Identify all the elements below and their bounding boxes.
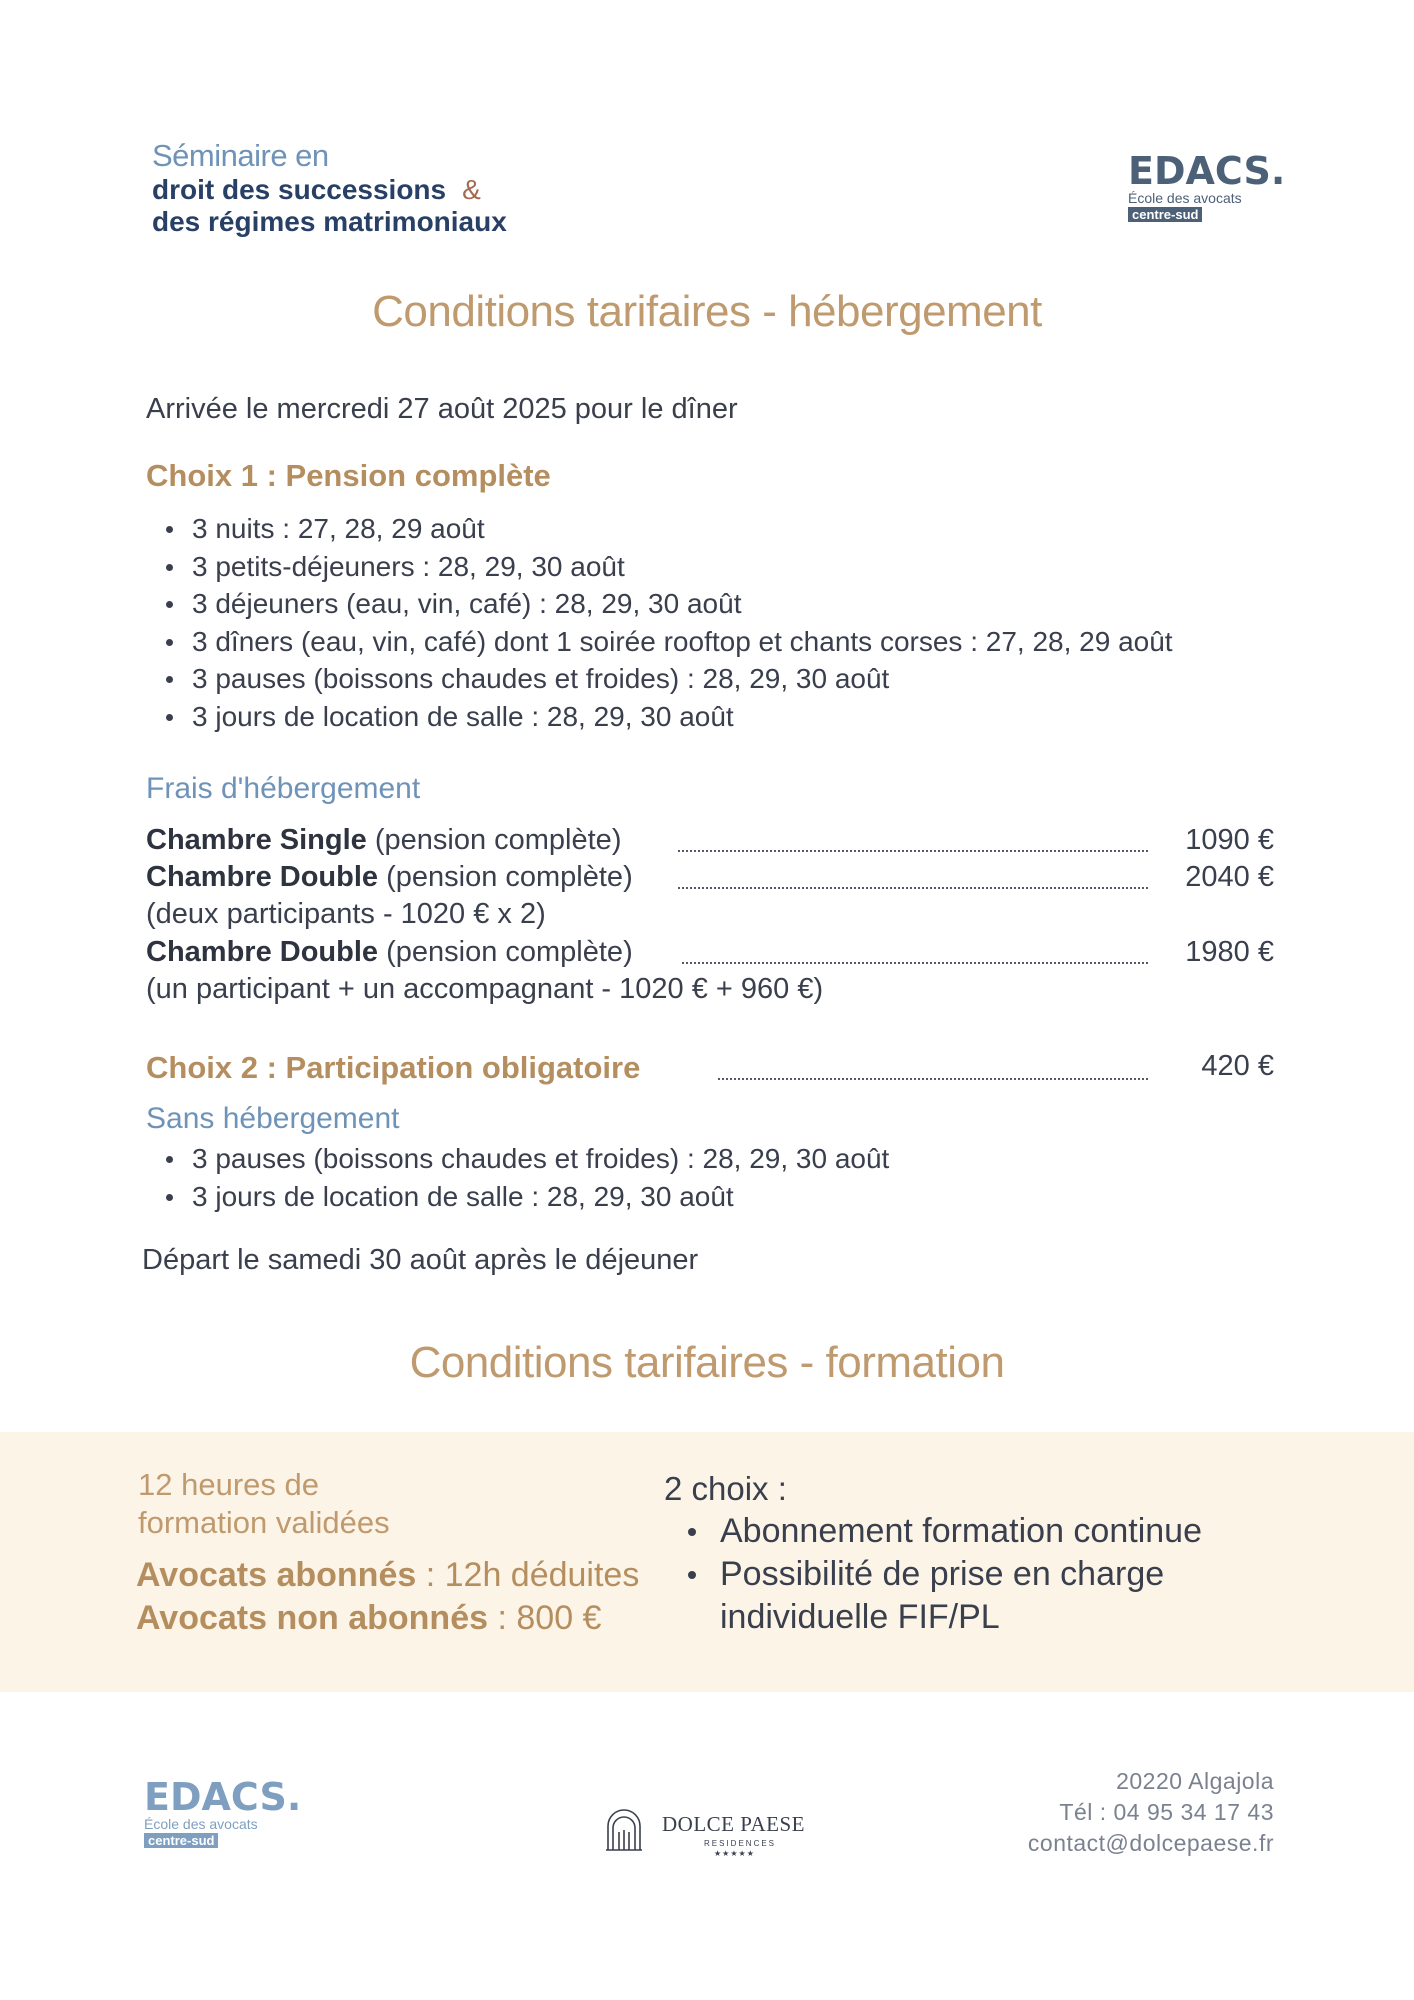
arrival-text: Arrivée le mercredi 27 août 2025 pour le dîner	[146, 393, 738, 425]
dotted-leader	[682, 962, 1148, 964]
contact-address	[1028, 1766, 1274, 1859]
choix-title: 2 choix :	[664, 1470, 787, 1507]
partner-sub: RESIDENCES	[704, 1839, 777, 1848]
price-label: Chambre Single (pension complète)	[146, 824, 622, 856]
price-row-double-companion	[146, 936, 1274, 974]
price-value: 1980 €	[1185, 936, 1274, 968]
choice2-list	[146, 1140, 889, 1215]
dotted-leader	[678, 850, 1148, 852]
list-item: 3 dîners (eau, vin, café) dont 1 soirée rooftop et chants corses : 27, 28, 29 août	[146, 623, 1173, 661]
edacs-logo-subtitle: École des avocats	[144, 1816, 258, 1832]
seminar-title-successions: droit des successions	[152, 174, 447, 205]
price-note: (deux participants - 1020 € x 2)	[146, 898, 546, 930]
choice1-list	[146, 510, 1173, 735]
edacs-logo-tag: centre-sud	[1128, 207, 1202, 222]
list-item: 3 nuits : 27, 28, 29 août	[146, 510, 1173, 548]
price-value: 1090 €	[1185, 824, 1274, 856]
phone-line: Tél : 04 95 34 17 43	[1059, 1799, 1274, 1825]
choice1-title: Choix 1 : Pension complète	[146, 458, 551, 493]
dotted-leader	[718, 1078, 1148, 1080]
hebergement-title: Conditions tarifaires - hébergement	[372, 287, 1042, 336]
arch-icon	[604, 1808, 644, 1852]
edacs-logo-mark: EDACS.	[144, 1775, 302, 1819]
price-note: (un participant + un accompagnant - 1020 € + 960 €)	[146, 973, 824, 1005]
list-item: 3 déjeuners (eau, vin, café) : 28, 29, 30 août	[146, 585, 1173, 623]
seminar-title-line3: des régimes matrimoniaux	[152, 206, 507, 237]
list-item: Possibilité de prise en charge individuelle FIF/PL	[664, 1553, 1284, 1639]
edacs-logo-top	[1128, 149, 1286, 224]
frais-title: Frais d'hébergement	[146, 772, 421, 805]
choice2-title: Choix 2 : Participation obligatoire	[146, 1050, 641, 1085]
edacs-logo-footer	[144, 1775, 302, 1850]
price-row-single	[146, 824, 1274, 862]
choix-list	[664, 1510, 1284, 1639]
formation-title: Conditions tarifaires - formation	[409, 1338, 1005, 1387]
star-icon: ★★★★★	[714, 1849, 755, 1858]
edacs-logo-subtitle: École des avocats	[1128, 190, 1242, 206]
formation-hours: 12 heures de formation validées	[138, 1467, 390, 1540]
price-label: Chambre Double (pension complète)	[146, 936, 633, 968]
list-item: 3 pauses (boissons chaudes et froides) : 28, 29, 30 août	[146, 1140, 889, 1178]
ampersand: &	[462, 174, 481, 205]
list-item: 3 petits-déjeuners : 28, 29, 30 août	[146, 548, 1173, 586]
choice2-price: 420 €	[1201, 1050, 1274, 1082]
list-item: 3 jours de location de salle : 28, 29, 30 août	[146, 698, 1173, 736]
choice2-row	[146, 1050, 1274, 1088]
seminar-title-line2	[152, 174, 481, 206]
price-row-double-two	[146, 861, 1274, 899]
email-link[interactable]: contact@dolcepaese.fr	[1027, 1830, 1274, 1856]
partner-name: DOLCE PAESE	[662, 1812, 805, 1836]
edacs-logo-mark: EDACS.	[1128, 149, 1286, 193]
avocats-non-abonnes: Avocats non abonnés : 800 €	[136, 1599, 602, 1637]
list-item: Abonnement formation continue	[664, 1510, 1284, 1553]
sans-hebergement-title: Sans hébergement	[146, 1102, 400, 1135]
price-label: Chambre Double (pension complète)	[146, 861, 633, 893]
departure-text: Départ le samedi 30 août après le déjeuner	[142, 1244, 699, 1276]
seminar-title-line1: Séminaire en	[152, 138, 329, 173]
list-item: 3 jours de location de salle : 28, 29, 30 août	[146, 1178, 889, 1216]
dotted-leader	[678, 887, 1148, 889]
dolce-paese-logo	[604, 1808, 805, 1858]
price-value: 2040 €	[1185, 861, 1274, 893]
edacs-logo-tag: centre-sud	[144, 1833, 218, 1848]
address-line: 20220 Algajola	[1116, 1768, 1274, 1794]
avocats-abonnes: Avocats abonnés : 12h déduites	[136, 1556, 640, 1594]
list-item: 3 pauses (boissons chaudes et froides) : 28, 29, 30 août	[146, 660, 1173, 698]
